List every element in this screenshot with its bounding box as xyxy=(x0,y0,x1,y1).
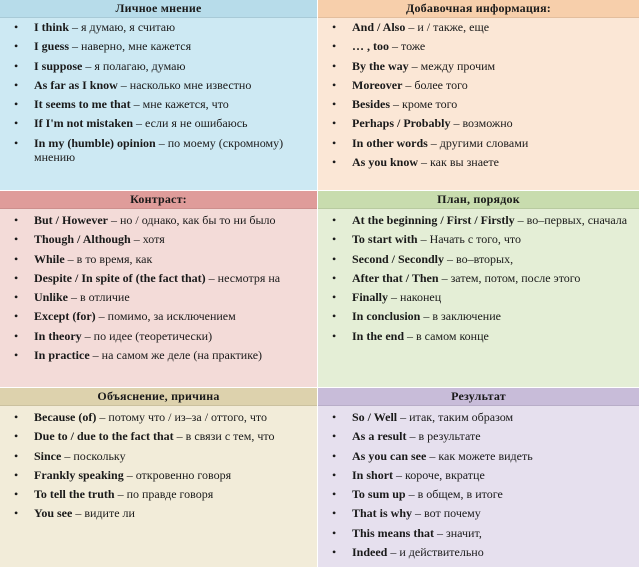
phrase-translation: – другими словами xyxy=(427,135,529,150)
phrase-term: That is why xyxy=(352,506,413,521)
phrase-term: To sum up xyxy=(352,487,406,502)
phrase-list xyxy=(12,410,313,521)
panel-explanation-reason xyxy=(0,388,318,568)
phrase-translation: – и / также, еще xyxy=(405,20,490,34)
phrase-translation: – вот почему xyxy=(412,506,481,521)
bullet-icon: • xyxy=(14,213,19,227)
phrase-translation: – затем, потом, после этого xyxy=(438,270,581,285)
phrase-item xyxy=(330,429,635,444)
phrase-translation: – несмотря на xyxy=(205,270,281,285)
phrase-term: I guess xyxy=(34,39,70,54)
phrase-translation: – в то время, как xyxy=(64,251,153,266)
bullet-icon: • xyxy=(14,487,19,502)
bullet-icon: • xyxy=(14,429,19,444)
phrase-term: I suppose xyxy=(34,58,83,73)
bullet-icon: • xyxy=(332,290,337,305)
phrase-term: At the beginning / First / Firstly xyxy=(352,213,515,227)
phrase-term: Frankly speaking xyxy=(34,467,124,482)
phrase-term: To start with xyxy=(352,232,418,247)
phrase-term: After that / Then xyxy=(352,270,439,285)
bullet-icon: • xyxy=(14,135,19,150)
panel-title: Результат xyxy=(318,388,639,406)
phrase-translation: – в связи с тем, что xyxy=(173,429,275,444)
phrase-item xyxy=(12,271,313,286)
phrase-translation: – поскольку xyxy=(61,448,126,463)
phrase-translation: – по моему (скромному) мнению xyxy=(34,135,284,165)
phrase-item xyxy=(12,59,313,74)
bullet-icon: • xyxy=(332,232,337,247)
phrase-term: By the way xyxy=(352,58,409,73)
phrase-term: This means that xyxy=(352,525,435,540)
phrase-term: Unlike xyxy=(34,290,69,305)
phrase-item xyxy=(330,232,635,247)
phrase-item xyxy=(330,116,635,131)
phrase-item xyxy=(12,136,313,165)
phrase-item xyxy=(12,116,313,131)
phrase-item xyxy=(12,506,313,521)
bullet-icon: • xyxy=(14,290,19,305)
phrase-translation: – по идее (теоретически) xyxy=(81,328,213,343)
bullet-icon: • xyxy=(332,155,337,170)
phrase-translation: – по правде говоря xyxy=(114,487,214,502)
phrase-translation: – помимо, за исключением xyxy=(95,309,236,324)
phrase-term: In other words xyxy=(352,135,428,150)
phrase-item xyxy=(12,429,313,444)
phrase-item xyxy=(330,97,635,112)
phrase-translation: – как можете видеть xyxy=(426,448,533,463)
phrase-list xyxy=(330,213,635,343)
bullet-icon: • xyxy=(332,487,337,502)
phrase-translation: – наверно, мне кажется xyxy=(69,39,192,54)
phrase-item xyxy=(330,545,635,560)
phrase-term: As far as I know xyxy=(34,77,118,92)
bullet-icon: • xyxy=(14,39,19,54)
phrase-translation: – я полагаю, думаю xyxy=(82,58,186,73)
bullet-icon: • xyxy=(14,20,19,34)
phrase-translation: – и действительно xyxy=(387,545,484,560)
panel-personal-opinion xyxy=(0,0,318,191)
phrase-term: Perhaps / Probably xyxy=(352,116,451,131)
phrase-item xyxy=(330,290,635,305)
bullet-icon: • xyxy=(332,448,337,463)
phrase-term: Though / Although xyxy=(34,232,131,247)
bullet-icon: • xyxy=(332,39,337,54)
phrase-item xyxy=(12,20,313,35)
phrase-term: Second / Secondly xyxy=(352,251,445,266)
phrase-term: Finally xyxy=(352,290,389,305)
phrase-term: While xyxy=(34,251,65,266)
panel-contrast xyxy=(0,191,318,388)
phrase-item xyxy=(12,410,313,425)
bullet-icon: • xyxy=(14,448,19,463)
phrase-item xyxy=(330,449,635,464)
bullet-icon: • xyxy=(14,251,19,266)
bullet-icon: • xyxy=(14,77,19,92)
bullet-icon: • xyxy=(14,348,19,363)
bullet-icon: • xyxy=(332,116,337,131)
phrase-item xyxy=(330,271,635,286)
phrase-translation: – я думаю, я считаю xyxy=(69,20,176,34)
phrase-item xyxy=(12,97,313,112)
phrase-term: In my (humble) opinion xyxy=(34,135,156,150)
phrase-translation: – возможно xyxy=(450,116,513,131)
bullet-icon: • xyxy=(332,97,337,112)
panel-title: Контраст: xyxy=(0,191,317,209)
phrase-item xyxy=(330,506,635,521)
phrase-list xyxy=(12,213,313,363)
bullet-icon: • xyxy=(332,270,337,285)
bullet-icon: • xyxy=(332,213,337,227)
phrase-list xyxy=(330,410,635,560)
bullet-icon: • xyxy=(14,232,19,247)
phrase-term: As you can see xyxy=(352,448,427,463)
phrase-term: In short xyxy=(352,467,394,482)
bullet-icon: • xyxy=(332,429,337,444)
phrase-translation: – между прочим xyxy=(408,58,496,73)
bullet-icon: • xyxy=(332,467,337,482)
phrase-term: You see xyxy=(34,506,73,521)
phrase-translation: – откровенно говоря xyxy=(123,467,232,482)
bullet-icon: • xyxy=(14,116,19,131)
phrase-item xyxy=(330,487,635,502)
panel-title: План, порядок xyxy=(318,191,639,209)
bullet-icon: • xyxy=(14,467,19,482)
phrase-term: Moreover xyxy=(352,77,403,92)
phrase-item xyxy=(330,78,635,93)
phrase-translation: – Начать с того, что xyxy=(417,232,521,247)
phrase-term: Because (of) xyxy=(34,410,97,424)
bullet-icon: • xyxy=(14,309,19,324)
phrase-term: As a result xyxy=(352,429,407,444)
panel-additional-info xyxy=(318,0,640,191)
phrase-item xyxy=(330,136,635,151)
phrase-term: I think xyxy=(34,20,70,34)
panel-title: Объяснение, причина xyxy=(0,388,317,406)
phrase-item xyxy=(330,468,635,483)
phrase-translation: – во–первых, сначала xyxy=(514,213,628,227)
bullet-icon: • xyxy=(14,58,19,73)
bullet-icon: • xyxy=(332,135,337,150)
phrase-translation: – если я не ошибаюсь xyxy=(133,116,248,131)
phrase-item xyxy=(330,309,635,324)
phrase-term: And / Also xyxy=(352,20,406,34)
phrase-item xyxy=(12,290,313,305)
bullet-icon: • xyxy=(332,58,337,73)
phrase-item xyxy=(330,526,635,541)
phrase-translation: – хотя xyxy=(130,232,165,247)
phrase-item xyxy=(12,309,313,324)
bullet-icon: • xyxy=(14,506,19,521)
phrase-translation: – значит, xyxy=(434,525,482,540)
phrase-item xyxy=(12,252,313,267)
phrase-translation: – как вы знаете xyxy=(418,155,499,170)
phrase-item xyxy=(12,329,313,344)
phrase-term: Since xyxy=(34,448,62,463)
panel-title: Личное мнение xyxy=(0,0,317,18)
phrase-item xyxy=(330,213,635,228)
phrase-item xyxy=(330,20,635,35)
phrase-term: So / Well xyxy=(352,410,398,424)
phrase-translation: – кроме того xyxy=(390,97,458,112)
phrase-term: In theory xyxy=(34,328,82,343)
phrase-term: Due to / due to the fact that xyxy=(34,429,174,444)
phrase-translation: – тоже xyxy=(389,39,426,54)
phrase-translation: – в результате xyxy=(406,429,481,444)
phrase-item xyxy=(330,39,635,54)
phrase-term: To tell the truth xyxy=(34,487,115,502)
bullet-icon: • xyxy=(332,77,337,92)
phrase-translation: – на самом же деле (на практике) xyxy=(89,348,263,363)
phrase-term: If I'm not mistaken xyxy=(34,116,134,131)
phrase-translation: – мне кажется, что xyxy=(130,97,229,112)
phrase-item xyxy=(12,348,313,363)
phrase-translation: – более того xyxy=(402,77,468,92)
phrase-translation: – в заключение xyxy=(420,309,501,324)
bullet-icon: • xyxy=(332,309,337,324)
phrase-translation: – потому что / из–за / оттого, что xyxy=(96,410,267,424)
phrase-translation: – но / однако, как бы то ни было xyxy=(108,213,276,227)
phrase-term: Despite / In spite of (the fact that) xyxy=(34,270,206,285)
phrase-translation: – видите ли xyxy=(72,506,135,521)
phrase-term: But / However xyxy=(34,213,108,227)
phrase-item xyxy=(330,329,635,344)
bullet-icon: • xyxy=(332,506,337,521)
phrase-translation: – в общем, в итоге xyxy=(405,487,503,502)
phrase-item xyxy=(12,449,313,464)
phrase-item xyxy=(330,59,635,74)
phrase-term: It seems to me that xyxy=(34,97,131,112)
phrase-term: Indeed xyxy=(352,545,388,560)
bullet-icon: • xyxy=(332,410,337,424)
phrase-item xyxy=(12,39,313,54)
phrase-list xyxy=(12,20,313,165)
phrase-term: Except (for) xyxy=(34,309,96,324)
phrase-translation: – наконец xyxy=(388,290,442,305)
phrase-translation: – итак, таким образом xyxy=(397,410,514,424)
bullet-icon: • xyxy=(332,20,337,34)
bullet-icon: • xyxy=(332,545,337,560)
phrase-term: In conclusion xyxy=(352,309,421,324)
bullet-icon: • xyxy=(14,97,19,112)
panel-result xyxy=(318,388,640,568)
phrase-list xyxy=(330,20,635,170)
bullet-icon: • xyxy=(14,270,19,285)
phrase-translation: – насколько мне известно xyxy=(117,77,252,92)
phrase-item xyxy=(12,232,313,247)
phrase-item xyxy=(12,468,313,483)
bullet-icon: • xyxy=(14,410,19,424)
phrase-translation: – в самом конце xyxy=(404,328,489,343)
phrase-translation: – в отличие xyxy=(68,290,130,305)
phrase-item xyxy=(12,78,313,93)
phrase-translation: – короче, вкратце xyxy=(393,467,485,482)
phrase-item xyxy=(330,252,635,267)
bullet-icon: • xyxy=(332,525,337,540)
phrase-term: In the end xyxy=(352,328,405,343)
phrase-term: … , too xyxy=(352,39,389,54)
bullet-icon: • xyxy=(332,251,337,266)
bullet-icon: • xyxy=(14,328,19,343)
phrase-term: Besides xyxy=(352,97,391,112)
panel-plan-order xyxy=(318,191,640,388)
phrase-item xyxy=(12,487,313,502)
phrase-term: In practice xyxy=(34,348,90,363)
phrase-translation: – во–вторых, xyxy=(444,251,514,266)
phrase-item xyxy=(330,410,635,425)
phrase-item xyxy=(330,155,635,170)
panel-title: Добавочная информация: xyxy=(318,0,639,18)
bullet-icon: • xyxy=(332,328,337,343)
phrase-item xyxy=(12,213,313,228)
phrase-term: As you know xyxy=(352,155,419,170)
